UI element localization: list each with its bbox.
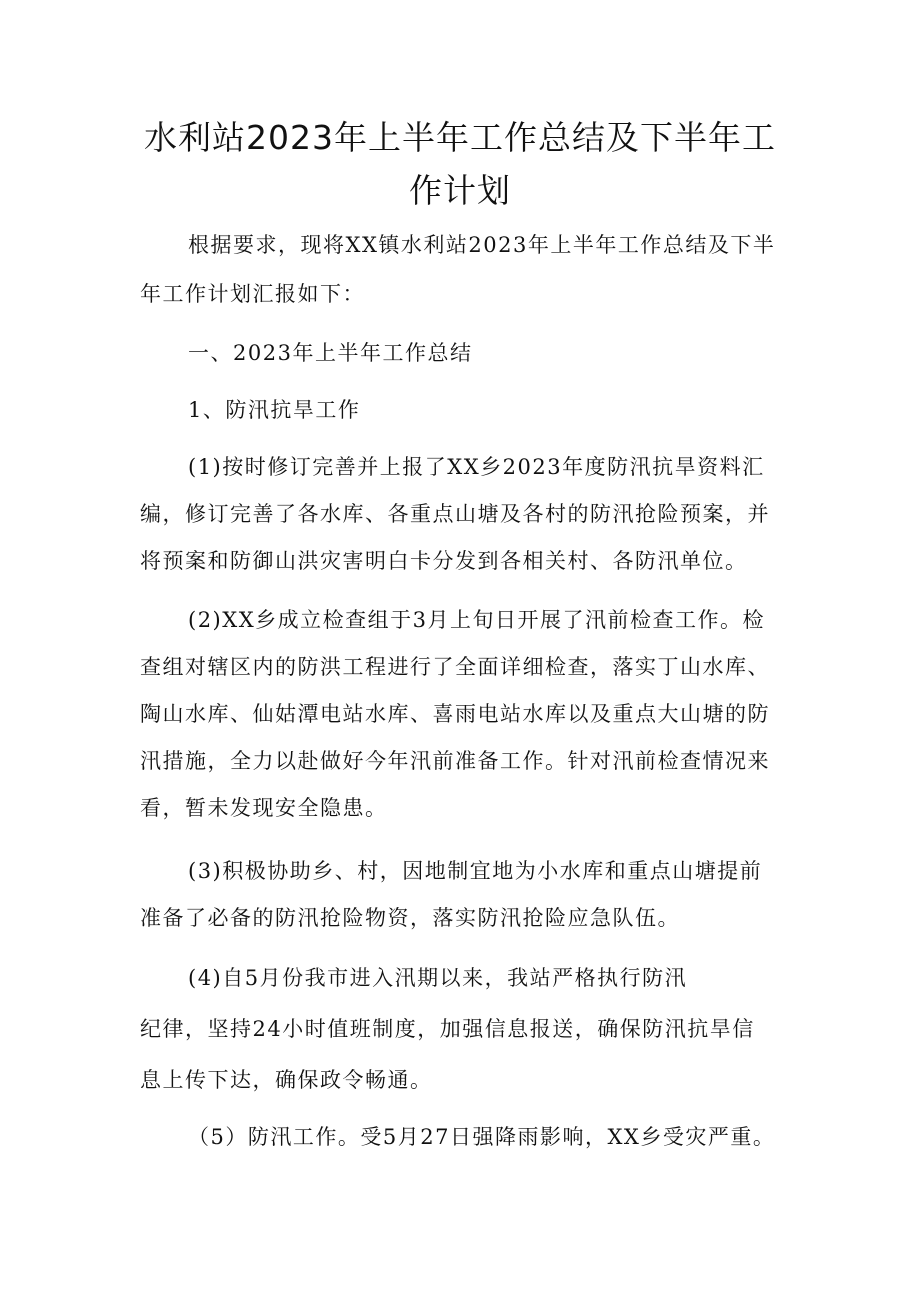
- subsection-heading: 1、防汛抗旱工作: [188, 398, 361, 422]
- para3-line-2: 准备了必备的防汛抢险物资，落实防汛抢险应急队伍。: [140, 906, 680, 930]
- para2-line-4: 汛措施，全力以赴做好今年汛前准备工作。针对汛前检查情况来: [140, 749, 770, 773]
- para4-line-2: 纪律，坚持24小时值班制度，加强信息报送，确保防汛抗旱信: [140, 1017, 755, 1041]
- para2-line-5: 看，暂未发现安全隐患。: [140, 796, 388, 820]
- section-heading: 一、2023年上半年工作总结: [188, 341, 473, 365]
- intro-line-1: 根据要求，现将XX镇水利站2023年上半年工作总结及下半: [188, 233, 776, 257]
- para2-line-3: 陶山水库、仙姑潭电站水库、喜雨电站水库以及重点大山塘的防: [140, 702, 770, 726]
- para1-line-3: 将预案和防御山洪灾害明白卡分发到各相关村、各防汛单位。: [140, 549, 748, 573]
- para5-line-1: （5）防汛工作。受5月27日强降雨影响，XX乡受灾严重。: [188, 1125, 776, 1149]
- para1-line-2: 编，修订完善了各水库、各重点山塘及各村的防汛抢险预案，并: [140, 502, 770, 526]
- document-title-line-2: 作计划: [409, 171, 511, 210]
- intro-line-2: 年工作计划汇报如下：: [140, 282, 365, 306]
- para3-line-1: (3)积极协助乡、村，因地制宜地为小水库和重点山塘提前: [188, 859, 763, 883]
- para1-line-1: (1)按时修订完善并上报了XX乡2023年度防汛抗旱资料汇: [188, 455, 765, 479]
- para2-line-1: (2)XX乡成立检查组于3月上旬日开展了汛前检查工作。检: [188, 608, 766, 632]
- para4-line-3: 息上传下达，确保政令畅通。: [140, 1068, 433, 1092]
- para2-line-2: 查组对辖区内的防洪工程进行了全面详细检查，落实丁山水库、: [140, 655, 770, 679]
- document-title-line-1: 水利站2023年上半年工作总结及下半年工: [144, 118, 776, 157]
- para4-line-1: (4)自5月份我市进入汛期以来，我站严格执行防汛: [188, 966, 688, 990]
